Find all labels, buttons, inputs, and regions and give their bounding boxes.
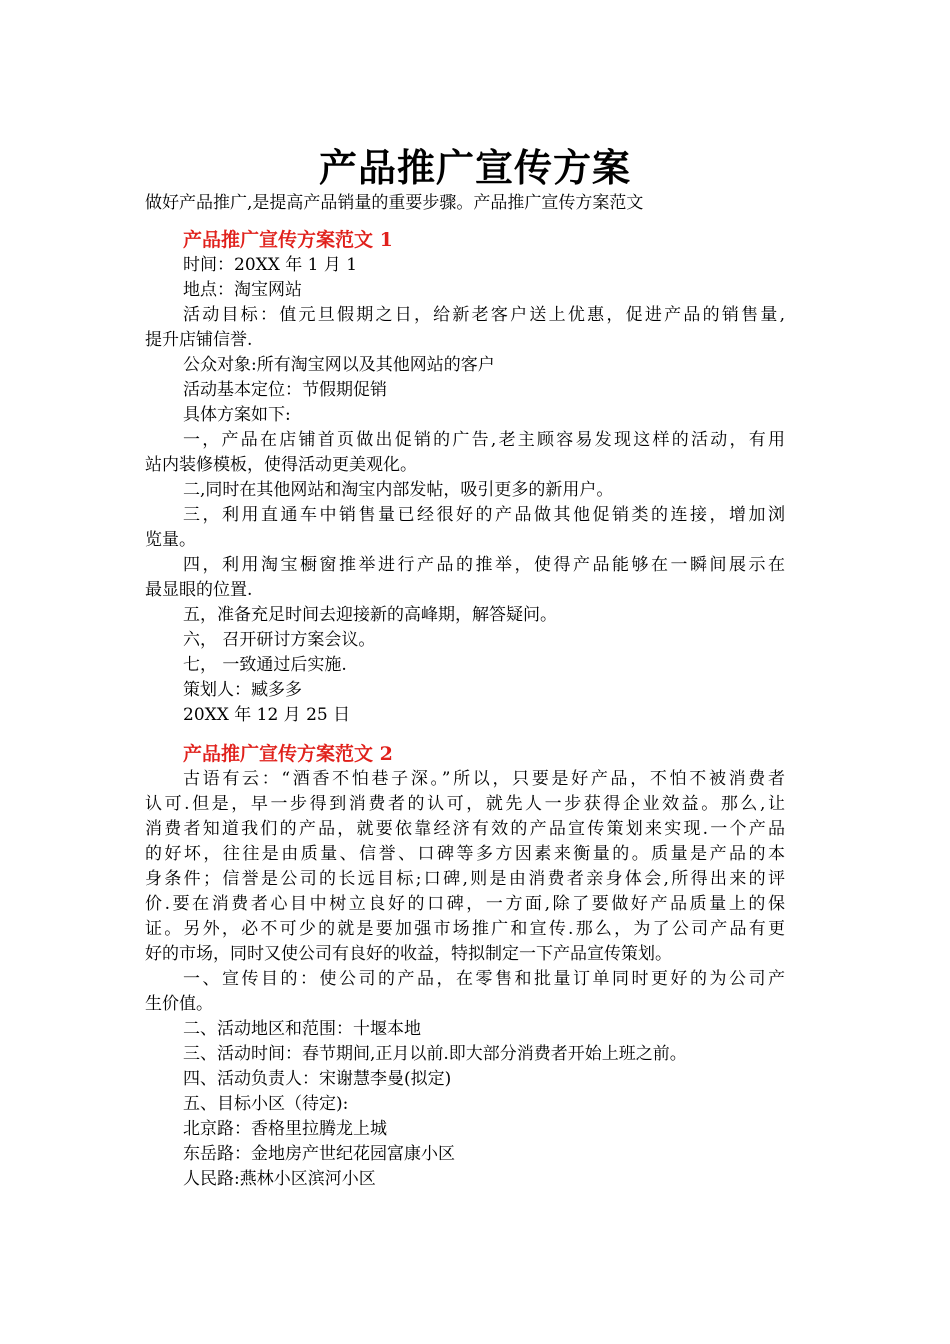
s1-date: 20XX 年 12 月 25 日 <box>183 705 351 725</box>
s2-target-areas: 五、目标小区（待定): <box>183 1094 349 1114</box>
s2-para-line-5: 身条件；信誉是公司的长远目标;口碑,则是由消费者亲身体会,所得出来的评 <box>145 869 785 889</box>
s1-item-4-cont: 最显眼的位置. <box>145 580 253 600</box>
intro-paragraph: 做好产品推广,是提高产品销量的重要步骤。产品推广宣传方案范文 <box>145 193 644 213</box>
s1-audience: 公众对象:所有淘宝网以及其他网站的客户 <box>183 355 495 375</box>
s1-planner: 策划人：臧多多 <box>183 680 302 700</box>
s2-purpose-cont: 生价值。 <box>145 994 213 1014</box>
s1-goal: 活动目标：值元旦假期之日，给新老客户送上优惠，促进产品的销售量, <box>183 305 785 325</box>
s2-owner: 四、活动负责人：宋谢慧李曼(拟定) <box>183 1069 452 1089</box>
s2-para-line-4: 的好坏，往往是由质量、信誉、口碑等多方因素来衡量的。质量是产品的本 <box>145 844 785 864</box>
section-1-heading: 产品推广宣传方案范文 1 <box>183 229 393 251</box>
s2-purpose: 一、宣传目的：使公司的产品，在零售和批量订单同时更好的为公司产 <box>183 969 785 989</box>
s1-time: 时间：20XX 年 1 月 1 <box>183 255 358 275</box>
s1-goal-cont: 提升店铺信誉. <box>145 330 253 350</box>
s2-time: 三、活动时间：春节期间,正月以前.即大部分消费者开始上班之前。 <box>183 1044 687 1064</box>
s2-para-line-8: 好的市场，同时又使公司有良好的收益，特拟制定一下产品宣传策划。 <box>145 944 672 964</box>
s2-para-line-2: 认可.但是，早一步得到消费者的认可，就先人一步获得企业效益。那么,让 <box>145 794 785 814</box>
s1-item-7: 七， 一致通过后实施. <box>183 655 347 675</box>
s1-item-3: 三，利用直通车中销售量已经很好的产品做其他促销类的连接，增加浏 <box>183 505 785 525</box>
s2-para-line-3: 消费者知道我们的产品，就要依靠经济有效的产品宣传策划来实现.一个产品 <box>145 819 785 839</box>
section-2-heading: 产品推广宣传方案范文 2 <box>183 743 393 765</box>
document-title: 产品推广宣传方案 <box>318 145 631 190</box>
s1-item-4: 四，利用淘宝橱窗推举进行产品的推举，使得产品能够在一瞬间展示在 <box>183 555 785 575</box>
s2-area-beijing-rd: 北京路：香格里拉腾龙上城 <box>183 1119 387 1139</box>
document-body <box>145 191 785 1192</box>
s2-para-line-1: 古语有云：“酒香不怕巷子深。”所以，只要是好产品，不怕不被消费者 <box>183 769 785 789</box>
s1-item-2: 二,同时在其他网站和淘宝内部发帖，吸引更多的新用户。 <box>183 480 614 500</box>
s1-plan-intro: 具体方案如下: <box>183 405 291 425</box>
s1-item-6: 六， 召开研讨方案会议。 <box>183 630 376 650</box>
s1-positioning: 活动基本定位：节假期促销 <box>183 380 387 400</box>
s2-area-renmin-rd: 人民路:燕林小区滨河小区 <box>183 1169 376 1189</box>
s1-location: 地点：淘宝网站 <box>183 280 302 300</box>
s2-para-line-7: 证。另外，必不可少的就是要加强市场推广和宣传.那么，为了公司产品有更 <box>145 919 785 939</box>
s2-region: 二、活动地区和范围：十堰本地 <box>183 1019 421 1039</box>
s1-item-1-cont: 站内装修模板，使得活动更美观化。 <box>145 455 417 475</box>
s1-item-3-cont: 览量。 <box>145 530 196 550</box>
s1-item-5: 五，准备充足时间去迎接新的高峰期，解答疑问。 <box>183 605 557 625</box>
s2-para-line-6: 价.要在消费者心目中树立良好的口碑，一方面,除了要做好产品质量上的保 <box>145 894 785 914</box>
s1-item-1: 一，产品在店铺首页做出促销的广告,老主顾容易发现这样的活动，有用 <box>183 430 785 450</box>
s2-area-dongyue-rd: 东岳路：金地房产世纪花园富康小区 <box>183 1144 455 1164</box>
